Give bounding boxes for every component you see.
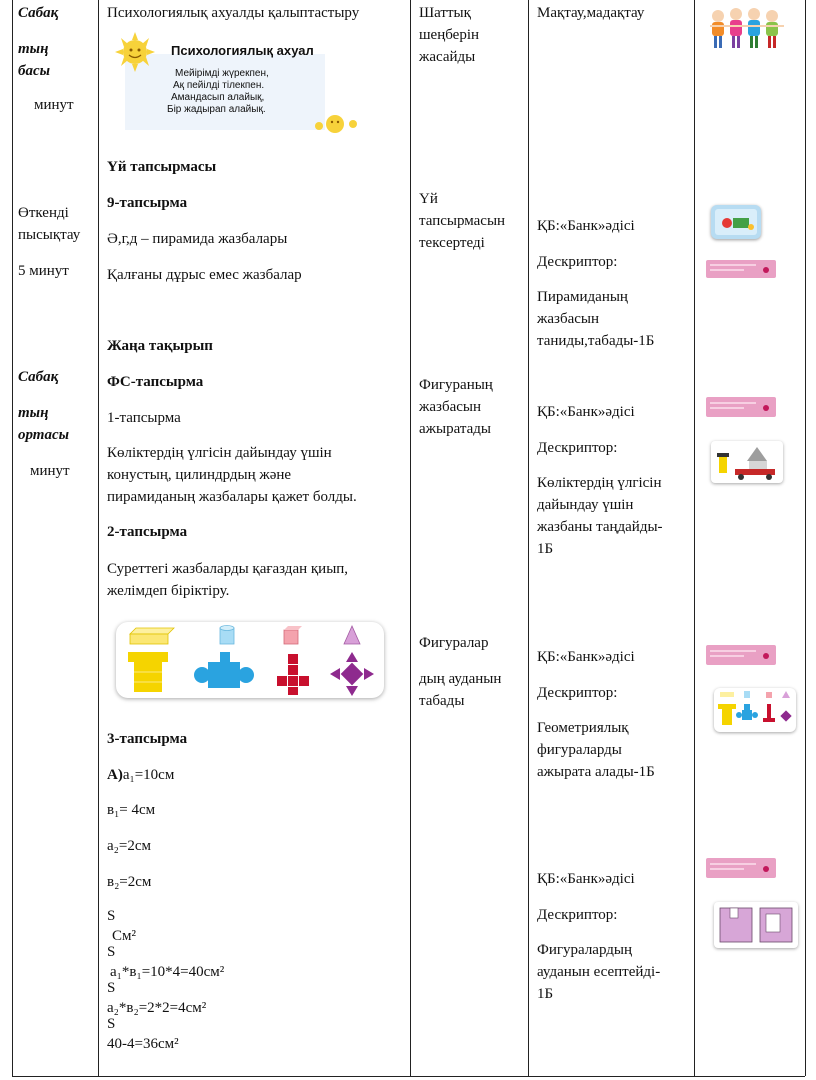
descriptor-text: Пирамиданың xyxy=(537,289,628,305)
phase-duration: минут xyxy=(30,463,70,479)
phase-label: басы xyxy=(18,63,51,79)
area-formula: 40-4=36см² xyxy=(107,1036,179,1052)
phase-label: пысықтау xyxy=(18,227,81,243)
descriptor-label: Дескриптор: xyxy=(537,254,618,270)
phase-label: Сабақ xyxy=(18,369,59,385)
area-symbol: S xyxy=(107,980,116,996)
area-symbol: S xyxy=(107,908,116,924)
student-action: Үй xyxy=(419,191,438,207)
calc-a2: а₂=2см xyxy=(107,838,151,854)
descriptor-text: Геометриялық xyxy=(537,720,629,736)
descriptor-text: Фигуралардың xyxy=(537,942,633,958)
phase-duration: минут xyxy=(34,97,74,113)
cylinder-net xyxy=(208,662,240,688)
area-formula: См² xyxy=(112,928,136,944)
column-divider xyxy=(410,0,411,1076)
pyramid-icon xyxy=(344,626,360,644)
pink-card-icon xyxy=(706,858,776,878)
area-symbol: S xyxy=(107,1016,116,1032)
assessment-method: ҚБ:«Банк»әдісі xyxy=(537,649,635,665)
descriptor-text: жазбасын xyxy=(537,311,599,327)
calc-value: а₁=10см xyxy=(122,767,175,783)
column-divider xyxy=(528,0,529,1076)
student-action: ажыратады xyxy=(419,421,491,437)
banner-line: Ақ пейілді тілекпен. xyxy=(173,80,265,91)
children-icon xyxy=(706,6,784,50)
area-formula: а₁*в₁=10*4=40см² xyxy=(110,964,225,980)
shape-nets-image xyxy=(116,622,384,698)
descriptor-text: Көліктердің үлгісін xyxy=(537,475,662,491)
area-formula: а₂*в₂=2*2=4см² xyxy=(107,1000,207,1016)
descriptor-text: дайындау үшін xyxy=(537,497,634,513)
assessment-method: ҚБ:«Банк»әдісі xyxy=(537,871,635,887)
phase-label: Өткенді xyxy=(18,205,69,221)
student-action: Фигуралар xyxy=(419,635,489,651)
column-divider xyxy=(694,0,695,1076)
descriptor-label: Дескриптор: xyxy=(537,907,618,923)
task-text: пирамиданың жазбалары қажет болды. xyxy=(107,489,357,505)
calc-a1 xyxy=(107,766,174,784)
task-text: Қалғаны дұрыс емес жазбалар xyxy=(107,267,302,283)
descriptor-text: 1Б xyxy=(537,541,554,557)
area-figures-icon xyxy=(714,902,798,948)
psych-title: Психологиялық ахуалды қалыптастыру xyxy=(107,5,360,21)
pink-card-icon xyxy=(706,260,776,278)
student-action: дың ауданын xyxy=(419,671,502,687)
pink-card-icon xyxy=(706,645,776,665)
descriptor-text: 1Б xyxy=(537,986,554,1002)
prism-net xyxy=(128,652,168,662)
table-border-bottom xyxy=(12,1076,805,1077)
task-text: Ә,г,д – пирамида жазбалары xyxy=(107,231,288,247)
pyramid-net xyxy=(330,652,374,696)
task-heading: 9-тапсырма xyxy=(107,195,188,211)
phase-label: тың xyxy=(18,405,49,421)
assessment-method: ҚБ:«Банк»әдісі xyxy=(537,218,635,234)
task-text: желімдеп біріктіру. xyxy=(107,583,230,599)
banner-line: Бір жадырап алайық. xyxy=(167,104,266,115)
descriptor-label: Дескриптор: xyxy=(537,685,618,701)
student-action: тапсырмасын xyxy=(419,213,506,229)
banner-line: Амандасып алайық, xyxy=(171,92,265,103)
phase-duration: 5 минут xyxy=(18,263,69,279)
cube-net xyxy=(277,654,309,695)
student-action: табады xyxy=(419,693,465,709)
task-heading: ФС-тапсырма xyxy=(107,374,204,390)
new-topic-heading: Жаңа тақырып xyxy=(107,338,213,354)
assessment-method: ҚБ:«Банк»әдісі xyxy=(537,404,635,420)
calc-prefix: А) xyxy=(107,767,123,783)
descriptor-text: ауданын есептейді- xyxy=(537,964,661,980)
vehicles-icon xyxy=(711,441,783,483)
calc-b2: в₂=2см xyxy=(107,874,152,890)
phase-label: тың xyxy=(18,41,49,57)
task-heading: 3-тапсырма xyxy=(107,731,188,747)
descriptor-label: Дескриптор: xyxy=(537,440,618,456)
banner-title: Психологиялық ахуал xyxy=(171,43,314,58)
psych-banner xyxy=(107,32,377,136)
student-action: жазбасын xyxy=(419,399,481,415)
student-action: шеңберін xyxy=(419,27,480,43)
task-heading: 1-тапсырма xyxy=(107,410,181,426)
banner-line: Мейірімді жүрекпен, xyxy=(175,68,269,79)
descriptor-text: таниды,табады-1Б xyxy=(537,333,655,349)
descriptor-text: ажырата алады-1Б xyxy=(537,764,655,780)
student-action: жасайды xyxy=(419,49,476,65)
calc-b1: в₁= 4см xyxy=(107,802,156,818)
homework-heading: Үй тапсырмасы xyxy=(107,159,217,175)
area-symbol: S xyxy=(107,944,116,960)
task-text: Көліктердің үлгісін дайындау үшін xyxy=(107,445,332,461)
pink-card-icon xyxy=(706,397,776,417)
table-border-right xyxy=(805,0,806,1076)
column-divider xyxy=(98,0,99,1076)
student-action: тексертеді xyxy=(419,235,485,251)
task-text: Суреттегі жазбаларды қағаздан қиып, xyxy=(107,561,349,577)
prism-icon xyxy=(130,628,174,634)
descriptor-text: жазбаны таңдайды- xyxy=(537,519,663,535)
praise-label: Мақтау,мадақтау xyxy=(537,5,645,21)
student-action: Фигураның xyxy=(419,377,493,393)
phase-label: Сабақ xyxy=(18,5,59,21)
task-heading: 2-тапсырма xyxy=(107,524,188,540)
descriptor-text: фигураларды xyxy=(537,742,622,758)
phase-label: ортасы xyxy=(18,427,70,443)
cube-icon xyxy=(284,630,298,644)
table-border-left xyxy=(12,0,13,1076)
task-text: конустың, цилиндрдың және xyxy=(107,467,292,483)
shape-nets-thumb-icon xyxy=(714,688,796,732)
student-action: Шаттық xyxy=(419,5,471,21)
picture-card-icon xyxy=(711,205,761,239)
